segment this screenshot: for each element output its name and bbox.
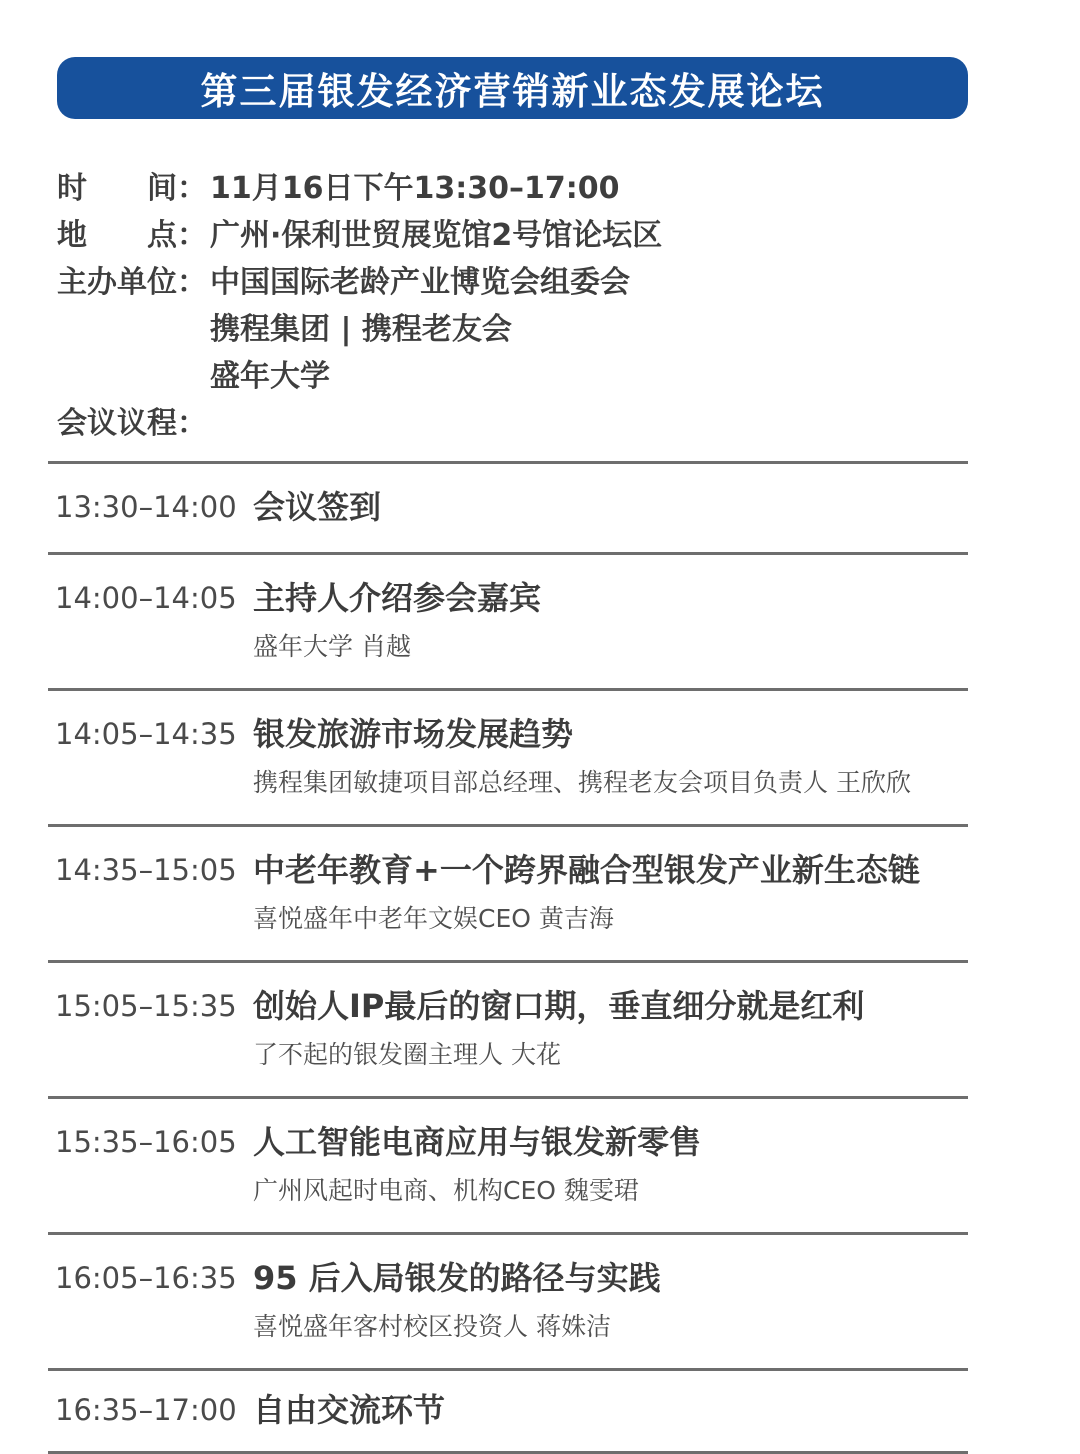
info-line xyxy=(57,208,1080,255)
agenda-row-content xyxy=(253,579,968,662)
agenda-item-speaker: 喜悦盛年客村校区投资人 蒋姝洁 xyxy=(253,1312,611,1341)
info-label: 主办单位： xyxy=(57,264,207,300)
agenda-row xyxy=(48,461,968,552)
agenda-row xyxy=(48,1368,968,1451)
agenda-time: 14:35–15:05 xyxy=(55,853,237,887)
agenda-heading: 会议议程： xyxy=(57,405,207,441)
agenda-time: 14:00–14:05 xyxy=(55,581,237,615)
agenda-item-speaker: 了不起的银发圈主理人 大花 xyxy=(253,1040,561,1069)
agenda-row-content xyxy=(253,1123,968,1206)
info-line xyxy=(57,302,1080,349)
agenda-row xyxy=(48,824,968,960)
agenda-time: 16:05–16:35 xyxy=(55,1261,237,1295)
info-label: 时 间： xyxy=(57,170,207,206)
agenda-item-title: 主持人介绍参会嘉宾 xyxy=(253,579,542,617)
info-value: 广州·保利世贸展览馆2号馆论坛区 xyxy=(210,217,663,253)
agenda-row-content xyxy=(253,488,968,526)
agenda-row-content xyxy=(253,1391,968,1429)
info-value: 携程集团 | 携程老友会 xyxy=(210,311,512,347)
event-info-block xyxy=(57,161,1080,396)
agenda-item-title: 中老年教育+一个跨界融合型银发产业新生态链 xyxy=(253,851,920,889)
agenda-item-title: 自由交流环节 xyxy=(253,1391,446,1429)
agenda-row-content xyxy=(253,715,968,798)
agenda-row xyxy=(48,960,968,1096)
agenda-item-speaker: 广州风起时电商、机构CEO 魏雯珺 xyxy=(253,1176,639,1205)
info-value: 盛年大学 xyxy=(210,358,330,394)
agenda-row-content xyxy=(253,851,968,934)
title-banner xyxy=(57,57,968,119)
agenda-item-speaker: 携程集团敏捷项目部总经理、携程老友会项目负责人 王欣欣 xyxy=(253,768,911,797)
agenda-row xyxy=(48,1232,968,1368)
agenda-item-speaker: 盛年大学 肖越 xyxy=(253,632,411,661)
info-line xyxy=(57,255,1080,302)
agenda-row xyxy=(48,688,968,824)
agenda-row xyxy=(48,1096,968,1232)
agenda-row-content xyxy=(253,1259,968,1342)
agenda-item-title: 创始人IP最后的窗口期，垂直细分就是红利 xyxy=(253,987,865,1025)
info-label: 地 点： xyxy=(57,217,207,253)
agenda-time: 16:35–17:00 xyxy=(55,1393,237,1427)
agenda-time: 14:05–14:35 xyxy=(55,717,237,751)
agenda-item-title: 会议签到 xyxy=(253,488,382,526)
info-line xyxy=(57,161,1080,208)
info-line xyxy=(57,349,1080,396)
agenda-time: 13:30–14:00 xyxy=(55,490,237,524)
agenda-time: 15:05–15:35 xyxy=(55,989,237,1023)
agenda-row-content xyxy=(253,987,968,1070)
agenda-item-title: 人工智能电商应用与银发新零售 xyxy=(253,1123,702,1161)
info-value: 中国国际老龄产业博览会组委会 xyxy=(210,264,630,300)
agenda-row xyxy=(48,552,968,688)
agenda-schedule xyxy=(48,461,968,1454)
agenda-item-title: 银发旅游市场发展趋势 xyxy=(253,715,574,753)
agenda-item-title: 95 后入局银发的路径与实践 xyxy=(253,1259,661,1297)
agenda-time: 15:35–16:05 xyxy=(55,1125,237,1159)
forum-title: 第三届银发经济营销新业态发展论坛 xyxy=(200,70,825,113)
agenda-item-speaker: 喜悦盛年中老年文娱CEO 黄吉海 xyxy=(253,904,614,933)
info-value: 11月16日下午13:30–17:00 xyxy=(210,170,620,206)
